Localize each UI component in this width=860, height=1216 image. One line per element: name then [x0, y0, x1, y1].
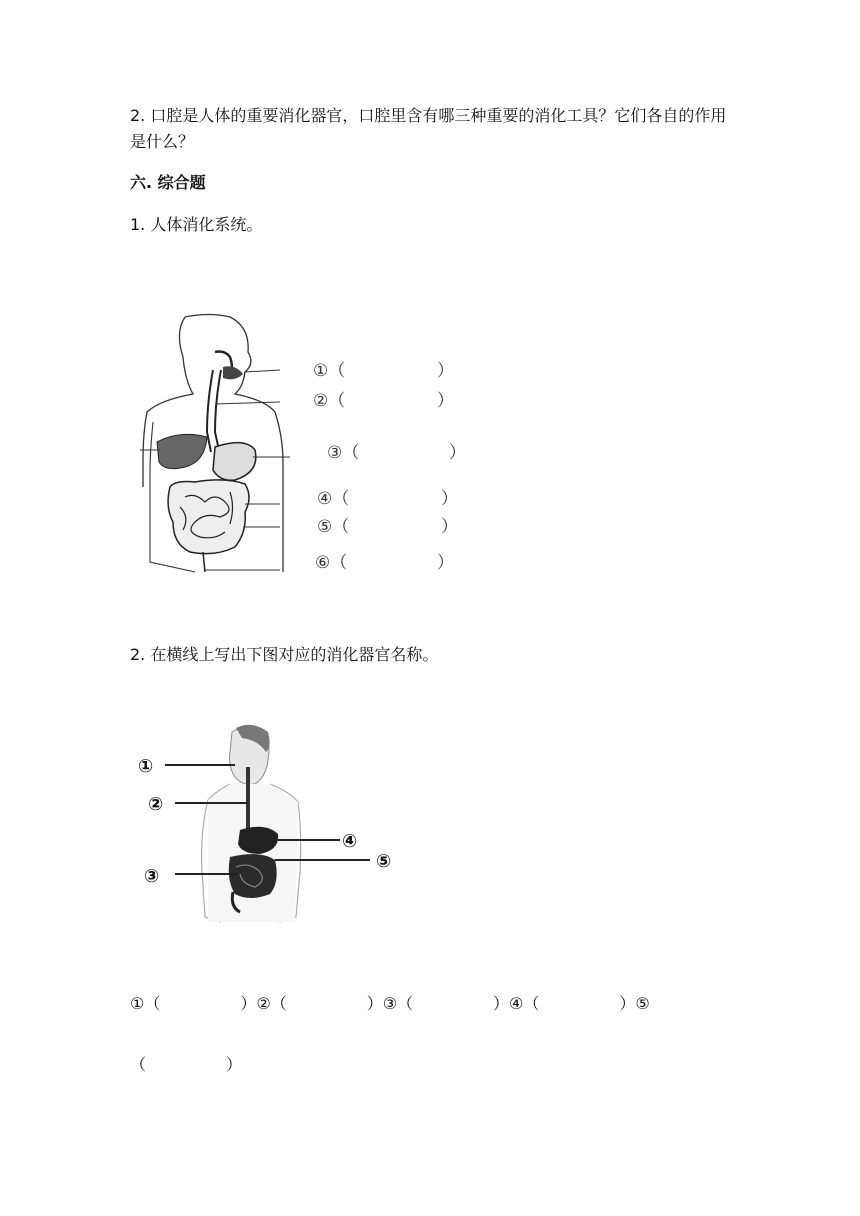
svg-text:）: ）	[437, 553, 454, 573]
svg-text:）: ）	[441, 517, 458, 537]
fig1-label-1: ①（	[313, 361, 346, 381]
fig2-label-1: ①	[138, 756, 154, 777]
fig2-label-2: ②	[148, 794, 164, 815]
section-title: 六. 综合题	[130, 173, 206, 192]
digestive-system-diagram-2	[130, 722, 410, 932]
fig1-label-5: ⑤（	[317, 517, 350, 537]
fig1-label-6: ⑥（	[315, 553, 348, 573]
fig1-label-4: ④（	[317, 489, 350, 509]
fig1-label-3: ③（	[327, 443, 360, 463]
answer-blanks-line-2: （ ）	[130, 1055, 243, 1074]
question-2-text: 2. 口腔是人体的重要消化器官，口腔里含有哪三种重要的消化工具？它们各自的作用是什么？	[130, 106, 727, 151]
fig1-label-2: ②（	[313, 391, 346, 411]
fig2-label-3: ③	[144, 866, 160, 887]
svg-text:）: ）	[437, 391, 454, 411]
svg-text:）: ）	[449, 443, 466, 463]
fig2-label-5: ⑤	[376, 851, 392, 872]
svg-text:）: ）	[437, 361, 454, 381]
digestive-system-diagram-1	[135, 312, 475, 582]
fig2-label-4: ④	[342, 831, 358, 852]
svg-text:）: ）	[441, 489, 458, 509]
comprehensive-question-2: 2. 在横线上写出下图对应的消化器官名称。	[130, 645, 439, 664]
comprehensive-question-1: 1. 人体消化系统。	[130, 215, 263, 234]
answer-blanks-line-1: ①（ ）②（ ）③（ ）④（ ）⑤	[130, 994, 650, 1013]
